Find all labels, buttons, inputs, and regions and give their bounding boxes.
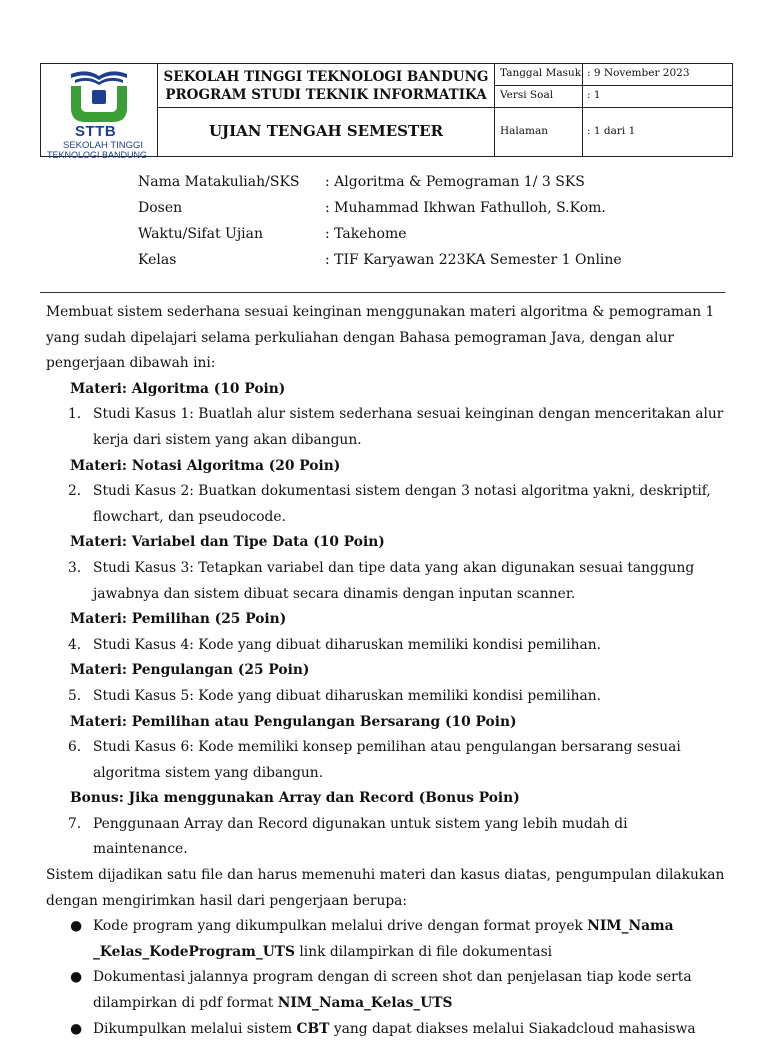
case-item: [46, 684, 726, 710]
divider: [40, 292, 725, 293]
case-number: 4.: [68, 636, 82, 653]
case-number: 2.: [68, 483, 82, 500]
section-heading: Materi: Pemilihan (25 Poin): [70, 611, 287, 628]
bullet-item: [46, 965, 726, 1016]
header-table: [40, 63, 733, 160]
bullet-bold: NIM_Nama_Kelas_UTS: [277, 995, 453, 1012]
logo-name: STTB: [75, 123, 117, 140]
section-heading: Materi: Notasi Algoritma (20 Poin): [70, 457, 341, 474]
case-text: Studi Kasus 1: Buatlah alur sistem sederhana sesuai keinginan dengan menceritakan alur kerja dari sistem yang akan dibangun.: [93, 406, 724, 448]
case-text: Studi Kasus 3: Tetapkan variabel dan tipe data yang akan digunakan sesuai tanggung jawabnya dan sistem dibuat secara dinamis dengan inputan scanner.: [93, 559, 695, 602]
info-label: Nama Matakuliah/SKS: [138, 174, 300, 190]
case-text: Studi Kasus 5: Kode yang dibuat diharuskan memiliki kondisi pemilihan.: [93, 687, 602, 704]
sttb-logo: [45, 68, 157, 160]
school-name: [158, 68, 494, 104]
section-heading: Materi: Pemilihan atau Pengulangan Bersarang (10 Poin): [70, 713, 517, 730]
closing-paragraph: Sistem dijadikan satu file dan harus memenuhi materi dan kasus diatas, pengumpulan dilakukan dengan mengirimkan hasil dari pengerjaan berupa:: [46, 867, 725, 909]
case-item: [46, 735, 726, 786]
bullet-pre: Dokumentasi jalannya program dengan di screen shot dan penjelasan tiap kode serta dilampirkan di pdf format: [93, 969, 692, 1012]
info-value: : Takehome: [325, 226, 407, 242]
bullet-pre: Dikumpulkan melalui sistem: [93, 1020, 297, 1037]
case-item: [46, 479, 726, 530]
bullet-item: [46, 914, 726, 965]
section-heading: Materi: Pengulangan (25 Poin): [70, 662, 310, 679]
exam-body: [46, 300, 726, 1042]
logo-emblem: [45, 68, 157, 124]
exam-title: UJIAN TENGAH SEMESTER: [208, 122, 444, 140]
info-label: Kelas: [138, 252, 177, 268]
bullet-post: link dilampirkan di file dokumentasi: [295, 943, 553, 960]
case-item: [46, 812, 726, 863]
school-line1: SEKOLAH TINGGI TEKNOLOGI BANDUNG: [163, 69, 489, 85]
bullet-icon: ●: [70, 969, 83, 986]
page-value: : 1 dari 1: [587, 125, 636, 137]
case-number: 3.: [68, 559, 82, 576]
bullet-icon: ●: [70, 918, 83, 935]
section-heading: Materi: Algoritma (10 Poin): [70, 380, 286, 397]
date-label: Tanggal Masuk: [500, 67, 582, 79]
bonus-heading: Bonus: Jika menggunakan Array dan Record (Bonus Poin): [70, 790, 520, 807]
date-value: : 9 November 2023: [587, 67, 690, 79]
bullet-icon: ●: [70, 1020, 83, 1037]
info-value: : Muhammad Ikhwan Fathulloh, S.Kom.: [325, 200, 606, 216]
logo-line2: TEKNOLOGI BANDUNG: [47, 150, 148, 160]
case-item: [46, 633, 726, 659]
school-line2: PROGRAM STUDI TEKNIK INFORMATIKA: [165, 87, 487, 103]
case-text: Studi Kasus 4: Kode yang dibuat diharuskan memiliki kondisi pemilihan.: [93, 636, 602, 653]
logo-line1: SEKOLAH TINGGI: [63, 140, 144, 151]
section-heading: Materi: Variabel dan Tipe Data (10 Poin): [70, 534, 385, 551]
info-value: : TIF Karyawan 223KA Semester 1 Online: [325, 252, 622, 268]
case-text: Studi Kasus 6: Kode memiliki konsep pemilihan atau pengulangan bersarang sesuai algoritma sistem yang dibangun.: [93, 739, 681, 781]
case-number: 5.: [68, 687, 82, 704]
page-label: Halaman: [500, 125, 549, 137]
info-value: : Algoritma & Pemograman 1/ 3 SKS: [325, 174, 585, 190]
case-number: 7.: [68, 815, 82, 832]
case-number: 1.: [68, 406, 82, 423]
case-item: [46, 556, 726, 607]
bullet-pre: Kode program yang dikumpulkan melalui drive dengan format proyek: [93, 918, 588, 935]
version-value: : 1: [587, 89, 601, 101]
version-label: Versi Soal: [500, 89, 554, 101]
intro-paragraph: Membuat sistem sederhana sesuai keinginan menggunakan materi algoritma & pemograman 1 yang sudah dipelajari selama perkuliahan dengan Bahasa pemograman Java, dengan alur pengerjaan dibawah ini:: [46, 304, 715, 372]
case-text: Penggunaan Array dan Record digunakan untuk sistem yang lebih mudah di maintenance.: [93, 815, 628, 858]
bullet-bold: CBT: [296, 1020, 330, 1037]
case-item: [46, 402, 726, 453]
case-text: Studi Kasus 2: Buatkan dokumentasi sistem dengan 3 notasi algoritma yakni, deskriptif, flowchart, dan pseudocode.: [93, 483, 711, 525]
info-label: Waktu/Sifat Ujian: [138, 226, 264, 242]
case-number: 6.: [68, 739, 82, 756]
bullet-bold: NIM_Nama _Kelas_KodeProgram_UTS: [93, 918, 674, 960]
bullet-post: yang dapat diakses melalui Siakadcloud mahasiswa: [329, 1020, 696, 1037]
bullet-item: [46, 1017, 726, 1042]
info-label: Dosen: [138, 200, 183, 216]
